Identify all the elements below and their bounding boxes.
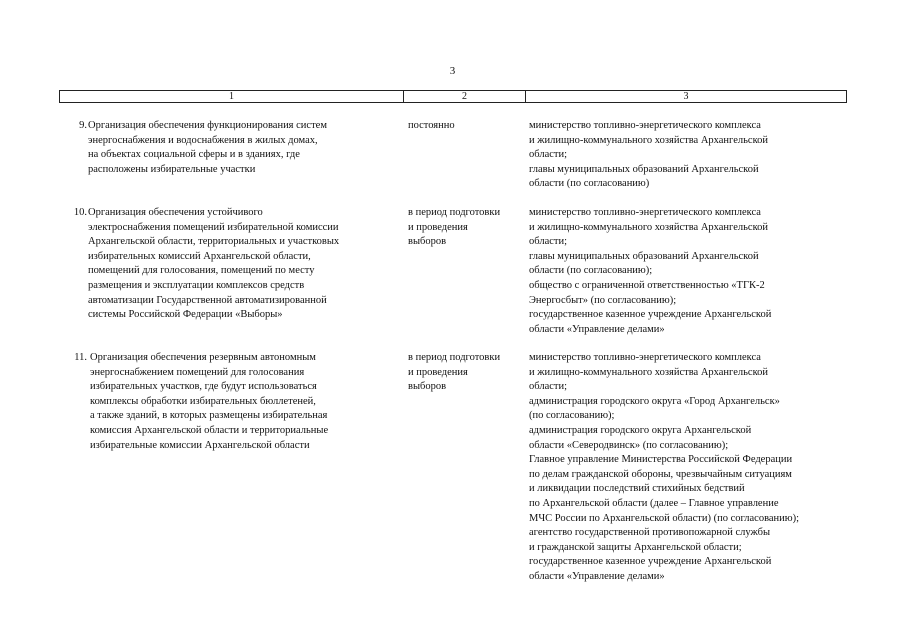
row-responsible bbox=[529, 206, 847, 337]
resp-line: по Архангельской области (далее – Главное управление bbox=[529, 497, 779, 509]
resp-line: области (по согласованию) bbox=[529, 178, 650, 190]
resp-line: области «Северодвинск» (по согласованию); bbox=[529, 439, 729, 451]
desc-line: на объектах социальной сферы и в зданиях, где bbox=[88, 149, 300, 161]
desc-line: Организация обеспечения резервным автономным bbox=[90, 352, 316, 363]
row-description bbox=[90, 351, 404, 453]
term-line: постоянно bbox=[408, 120, 455, 131]
desc-line: комиссия Архангельской области и территориальные bbox=[90, 424, 329, 436]
resp-line: и гражданской защиты Архангельской области; bbox=[529, 541, 742, 553]
resp-line: области «Управление делами» bbox=[529, 570, 665, 582]
term-line: в период подготовки bbox=[408, 207, 501, 218]
row-term bbox=[408, 206, 526, 250]
desc-line: избирательных комиссий Архангельской области, bbox=[88, 250, 311, 262]
resp-line: области (по согласованию); bbox=[529, 265, 653, 277]
row-description bbox=[88, 119, 402, 177]
row-responsible bbox=[529, 119, 847, 192]
header-col-1: 1 bbox=[60, 91, 404, 102]
desc-line: помещений для голосования, помещений по месту bbox=[88, 265, 315, 277]
table-header-row bbox=[59, 90, 847, 103]
desc-line: Организация обеспечения устойчивого bbox=[88, 207, 263, 218]
resp-line: (по согласованию); bbox=[529, 410, 615, 422]
desc-line: избирательные комиссии Архангельской области bbox=[90, 439, 310, 451]
page-number: 3 bbox=[449, 65, 456, 77]
row-number: 10. bbox=[73, 207, 87, 218]
resp-line: по делам гражданской обороны, чрезвычайным ситуациям bbox=[529, 468, 792, 480]
resp-line: главы муниципальных образований Архангельской bbox=[529, 250, 759, 262]
desc-line: Организация обеспечения функционирования систем bbox=[88, 120, 327, 131]
desc-line: энергоснабжения и водоснабжения в жилых домах, bbox=[88, 134, 318, 146]
resp-line: администрация городского округа «Город Архангельск» bbox=[529, 395, 780, 407]
row-responsible bbox=[529, 351, 847, 585]
row-number: 9. bbox=[79, 120, 87, 131]
resp-line: и жилищно-коммунального хозяйства Архангельской bbox=[529, 366, 769, 378]
resp-line: и жилищно-коммунального хозяйства Архангельской bbox=[529, 221, 769, 233]
resp-line: области; bbox=[529, 149, 568, 161]
resp-line: агентство государственной противопожарной службы bbox=[529, 527, 771, 539]
row-term bbox=[408, 351, 526, 395]
resp-line: МЧС России по Архангельской области) (по согласованию); bbox=[529, 512, 800, 524]
desc-line: Архангельской области, территориальных и участковых bbox=[88, 236, 340, 248]
desc-line: избирательных участков, где будут использоваться bbox=[90, 381, 317, 393]
resp-line: области «Управление делами» bbox=[529, 323, 665, 335]
term-line: и проведения bbox=[408, 221, 468, 233]
term-line: и проведения bbox=[408, 366, 468, 378]
resp-line: Энергосбыт» (по согласованию); bbox=[529, 294, 677, 306]
resp-line: и жилищно-коммунального хозяйства Архангельской bbox=[529, 134, 769, 146]
row-description bbox=[88, 206, 402, 323]
resp-line: общество с ограниченной ответственностью «ТГК-2 bbox=[529, 279, 765, 291]
resp-line: государственное казенное учреждение Архангельской bbox=[529, 309, 772, 321]
resp-line: министерство топливно-энергетического комплекса bbox=[529, 352, 761, 363]
resp-line: министерство топливно-энергетического комплекса bbox=[529, 207, 761, 218]
row-term bbox=[408, 119, 526, 134]
desc-line: а также зданий, в которых размещены избирательная bbox=[90, 410, 328, 422]
resp-line: Главное управление Министерства Российской Федерации bbox=[529, 454, 793, 466]
desc-line: электроснабжения помещений избирательной комиссии bbox=[88, 221, 339, 233]
header-col-2: 2 bbox=[404, 91, 526, 102]
resp-line: главы муниципальных образований Архангельской bbox=[529, 163, 759, 175]
resp-line: и ликвидации последствий стихийных бедствий bbox=[529, 483, 745, 495]
resp-line: области; bbox=[529, 381, 568, 393]
term-line: выборов bbox=[408, 381, 447, 393]
desc-line: размещения и эксплуатации комплексов средств bbox=[88, 279, 305, 291]
term-line: выборов bbox=[408, 236, 447, 248]
desc-line: комплексы обработки избирательных бюллетеней, bbox=[90, 395, 316, 407]
desc-line: автоматизации Государственной автоматизированной bbox=[88, 294, 327, 306]
desc-line: энергоснабжением помещений для голосования bbox=[90, 366, 305, 378]
resp-line: администрация городского округа Архангельской bbox=[529, 424, 752, 436]
term-line: в период подготовки bbox=[408, 352, 501, 363]
resp-line: министерство топливно-энергетического комплекса bbox=[529, 120, 761, 131]
desc-line: системы Российской Федерации «Выборы» bbox=[88, 309, 283, 321]
header-col-3: 3 bbox=[683, 91, 689, 102]
desc-line: расположены избирательные участки bbox=[88, 163, 256, 175]
resp-line: области; bbox=[529, 236, 568, 248]
resp-line: государственное казенное учреждение Архангельской bbox=[529, 556, 772, 568]
row-number: 11. bbox=[74, 352, 87, 363]
